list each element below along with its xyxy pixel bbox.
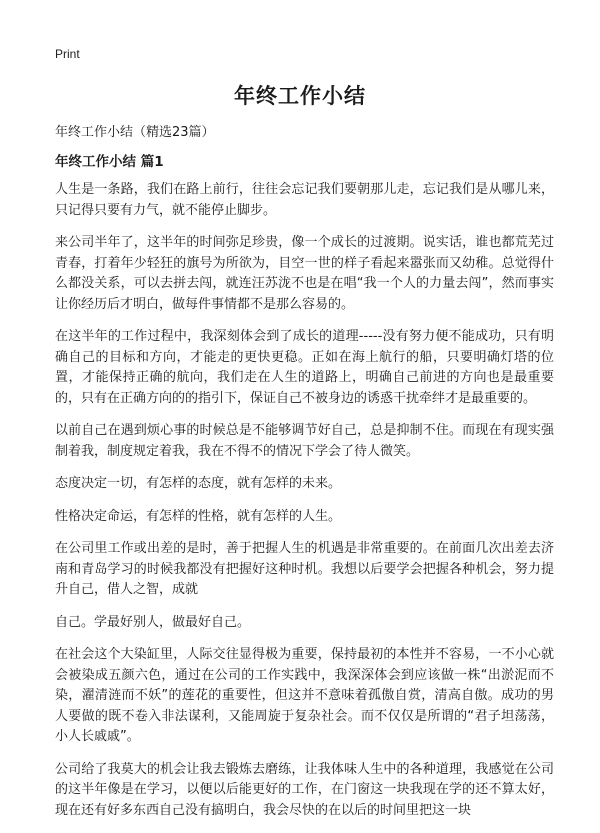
paragraph: 以前自己在遇到烦心事的时候总是不能够调节好自己，总是抑制不住。而现在有现实强制着我，制度规定着我，我在不得不的情况下学会了待人微笑。 <box>55 423 554 459</box>
paragraph: 在这半年的工作过程中，我深刻体会到了成长的道理-----没有努力便不能成功，只有明确自己的目标和方向，才能走的更快更稳。正如在海上航行的船，只要明确灯塔的位置，才能保持正确的航向，我们走在人生的道路上，明确自己前进的方向也是最重要的，只有在正确方向的的指引下，保证自己不被身边的诱惑干扰牵绊才是最重要的。 <box>55 329 554 406</box>
print-link[interactable]: Print <box>55 47 80 61</box>
section-heading: 年终工作小结 篇1 <box>55 154 164 170</box>
paragraph: 态度决定一切，有怎样的态度，就有怎样的未来。 <box>55 476 342 491</box>
paragraph: 来公司半年了，这半年的时间弥足珍贵，像一个成长的过渡期。说实话，谁也都荒芜过青春，打着年少轻狂的旗号为所欲为，目空一世的样子看起来嚣张而又幼稚。总觉得什么都没关系，可以去拼去闯，就连汪苏泷不也是在唱“我一个人的力量去闯”，然而事实让你经历后才明白，做每件事情都不是那么容易的。 <box>55 235 554 312</box>
paragraph: 在社会这个大染缸里，人际交往显得极为重要，保持最初的本性并不容易，一不小心就会被染成五颜六色，通过在公司的工作实践中，我深深体会到应该做一株“出淤泥而不染，濯清涟而不妖”的莲花的重要性，但这并不意味着孤傲自赏，清高自傲。成功的男人要做的既不卷入非法谋利，又能周旋于复杂社会。而不仅仅是所谓的“君子坦荡荡，小人长戚戚”。 <box>55 647 554 744</box>
paragraph: 公司给了我莫大的机会让我去锻炼去磨练，让我体味人生中的各种道理，我感觉在公司的这半年像是在学习，以便以后能更好的工作，在门窗这一块我现在学的还不算太好，现在还有好多东西自己没有搞明白，我会尽快的在以后的时间里把这一块 <box>55 761 554 818</box>
paragraph: 性格决定命运，有怎样的性格，就有怎样的人生。 <box>55 508 342 524</box>
paragraph: 人生是一条路，我们在路上前行，往往会忘记我们要朝那儿走，忘记我们是从哪儿来，只记得只要有力气，就不能停止脚步。 <box>55 182 554 218</box>
paragraph: 在公司里工作或出差的是时，善于把握人生的机遇是非常重要的。在前面几次出差去济南和青岛学习的时候我都没有把握好这种时机。我想以后要学会把握各种机会，努力提升自己，借人之智，成就 <box>55 541 554 597</box>
document-title: 年终工作小结 <box>234 84 366 108</box>
document-body <box>55 180 554 833</box>
paragraph: 自己。学最好别人，做最好自己。 <box>55 614 251 630</box>
document-subtitle: 年终工作小结（精选23篇） <box>55 125 215 140</box>
